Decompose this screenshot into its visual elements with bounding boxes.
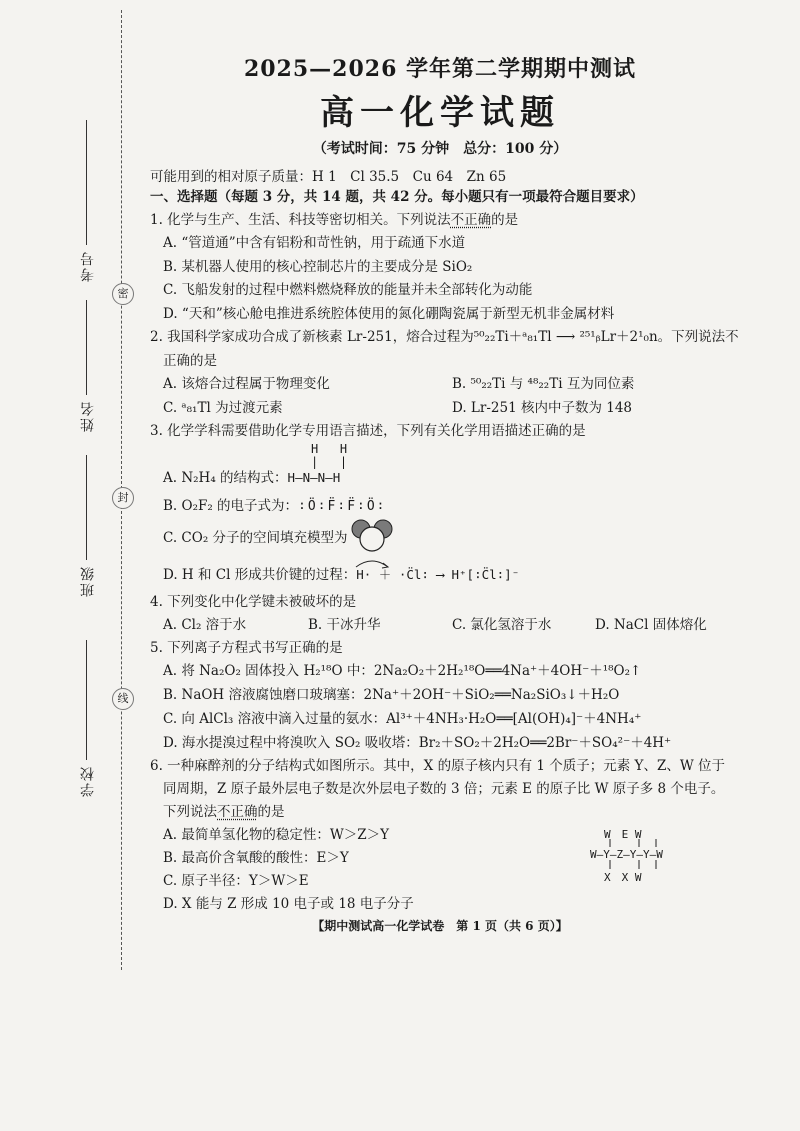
q2-stem-cont: 正确的是 bbox=[163, 353, 217, 369]
q5-option-b: B. NaOH 溶液腐蚀磨口玻璃塞：2Na⁺＋2OH⁻＋SiO₂══Na₂SiO₃↓＋H₂O bbox=[163, 687, 620, 703]
year-line: 2025—2026 学年第二学期期中测试 bbox=[243, 56, 637, 82]
q6-struct-bottom: X X W bbox=[604, 871, 642, 884]
atomic-masses: 可能用到的相对原子质量：H 1 Cl 35.5 Cu 64 Zn 65 bbox=[150, 169, 507, 185]
q6-stem-2: 同周期，Z 原子最外层电子数是次外层电子数的 3 倍；元素 E 的原子比 W 原子多 8 个电子。 bbox=[163, 781, 725, 797]
n2h4-top-h: H H bbox=[311, 442, 348, 456]
q5-option-a: A. 将 Na₂O₂ 固体投入 H₂¹⁸O 中：2Na₂O₂＋2H₂¹⁸O══4Na⁺＋4OH⁻＋¹⁸O₂↑ bbox=[163, 663, 642, 679]
q1-option-b: B. 某机器人使用的核心控制芯片的主要成分是 SiO₂ bbox=[163, 259, 473, 275]
q6-option-d: D. X 能与 Z 形成 10 电子或 18 电子分子 bbox=[163, 896, 414, 912]
seal-char-xian: 线 bbox=[112, 688, 134, 710]
electron-transfer-arrow-icon bbox=[352, 557, 392, 569]
q2-option-a: A. 该熔合过程属于物理变化 bbox=[163, 376, 330, 392]
school-blank bbox=[86, 640, 87, 760]
q4-option-c: C. 氯化氢溶于水 bbox=[452, 617, 552, 633]
q3-option-c bbox=[163, 529, 348, 547]
seal-char-mi: 密 bbox=[112, 283, 134, 305]
class-blank bbox=[86, 455, 87, 560]
n2h4-bonds: | | bbox=[311, 455, 348, 469]
side-label-class: 班级 bbox=[80, 565, 96, 597]
q6-stem-3: 下列说法不正确的是 bbox=[163, 804, 285, 820]
q6-struct-main-chain: W—Y—Z—Y—Y—W bbox=[590, 848, 663, 861]
side-label-name: 姓名 bbox=[80, 400, 96, 432]
seal-char-feng: 封 bbox=[112, 487, 134, 509]
q3-stem: 3. 化学学科需要借助化学专用语言描述，下列有关化学用语描述正确的是 bbox=[150, 423, 586, 439]
q3-option-d-label: D. H 和 Cl 形成共价键的过程： bbox=[163, 567, 357, 583]
section-heading: 一、选择题（每题 3 分，共 14 题，共 42 分。每小题只有一项最符合题目要求） bbox=[150, 189, 644, 205]
q5-option-d: D. 海水提溴过程中将溴吹入 SO₂ 吸收塔：Br₂＋SO₂＋2H₂O══2Br⁻＋SO₄²⁻＋4H⁺ bbox=[163, 735, 672, 751]
q1-option-a: A. “管道通”中含有铝粉和苛性钠，用于疏通下水道 bbox=[163, 235, 466, 251]
q5-option-c: C. 向 AlCl₃ 溶液中滴入过量的氨水：Al³⁺＋4NH₃·H₂O══[Al(OH)₄]⁻＋4NH₄⁺ bbox=[163, 711, 642, 727]
q4-option-d: D. NaCl 固体熔化 bbox=[595, 617, 707, 633]
exam-info: （考试时间：75 分钟 总分：100 分） bbox=[312, 141, 568, 157]
o2f2-electron-formula: ∶Ö∶F̈∶F̈∶Ö∶ bbox=[298, 499, 387, 514]
hcl-bond-formation: H· ＋ ·C̈l∶ ⟶ H⁺[∶C̈l∶]⁻ bbox=[356, 567, 520, 582]
q2-stem: 2. 我国科学家成功合成了新核素 Lr-251，熔合过程为⁵⁰₂₂Ti＋ᵃ₈₁Tl ⟶ ²⁵¹ᵦLr＋2¹₀n。下列说法不 bbox=[150, 329, 739, 345]
page-footer: 【期中测试高一化学试卷 第 1 页（共 6 页）】 bbox=[312, 919, 568, 933]
q5-stem: 5. 下列离子方程式书写正确的是 bbox=[150, 640, 343, 656]
q3-option-b-label: B. O₂F₂ 的电子式为： bbox=[163, 498, 299, 514]
q4-option-a: A. Cl₂ 溶于水 bbox=[163, 617, 247, 633]
q3-option-b bbox=[163, 497, 387, 516]
q3-option-d bbox=[163, 566, 519, 584]
n2h4-structure: H—N—N—H bbox=[287, 470, 341, 485]
q1-stem: 1. 化学与生产、生活、科技等密切相关。下列说法不正确的是 bbox=[150, 212, 519, 228]
q1-option-c: C. 飞船发射的过程中燃料燃烧释放的能量并未全部转化为动能 bbox=[163, 282, 533, 298]
q6-option-b: B. 最高价含氧酸的酸性：E＞Y bbox=[163, 850, 349, 866]
name-blank bbox=[86, 300, 87, 395]
q6-option-c: C. 原子半径：Y＞W＞E bbox=[163, 873, 309, 889]
q3-option-c-label: C. CO₂ 分子的空间填充模型为 bbox=[163, 530, 348, 546]
page-title: 高一化学试题 bbox=[320, 93, 560, 133]
q6-stem-1: 6. 一种麻醉剂的分子结构式如图所示。其中，X 的原子核内只有 1 个质子；元素 Y、Z、W 位于 bbox=[150, 758, 725, 774]
q2-option-c: C. ᵃ₈₁Tl 为过渡元素 bbox=[163, 400, 283, 416]
q2-option-b: B. ⁵⁰₂₂Ti 与 ⁴⁸₂₂Ti 互为同位素 bbox=[452, 376, 635, 392]
q6-struct-bond-lines bbox=[590, 838, 700, 872]
q4-stem: 4. 下列变化中化学键未被破坏的是 bbox=[150, 594, 357, 610]
q4-option-b: B. 干冰升华 bbox=[308, 617, 381, 633]
q6-struct-top: W E W bbox=[604, 828, 642, 841]
side-label-school: 学校 bbox=[80, 765, 96, 797]
co2-space-filling-model-icon bbox=[350, 517, 394, 553]
q6-option-a: A. 最简单氢化物的稳定性：W＞Z＞Y bbox=[163, 827, 389, 843]
q1-option-d: D. “天和”核心舱电推进系统腔体使用的氮化硼陶瓷属于新型无机非金属材料 bbox=[163, 306, 615, 322]
q3-option-a bbox=[163, 469, 340, 487]
q3-option-a-label: A. N₂H₄ 的结构式： bbox=[163, 470, 288, 486]
q2-option-d: D. Lr-251 核内中子数为 148 bbox=[452, 400, 633, 416]
side-label-exam-number: 考号 bbox=[80, 250, 96, 282]
